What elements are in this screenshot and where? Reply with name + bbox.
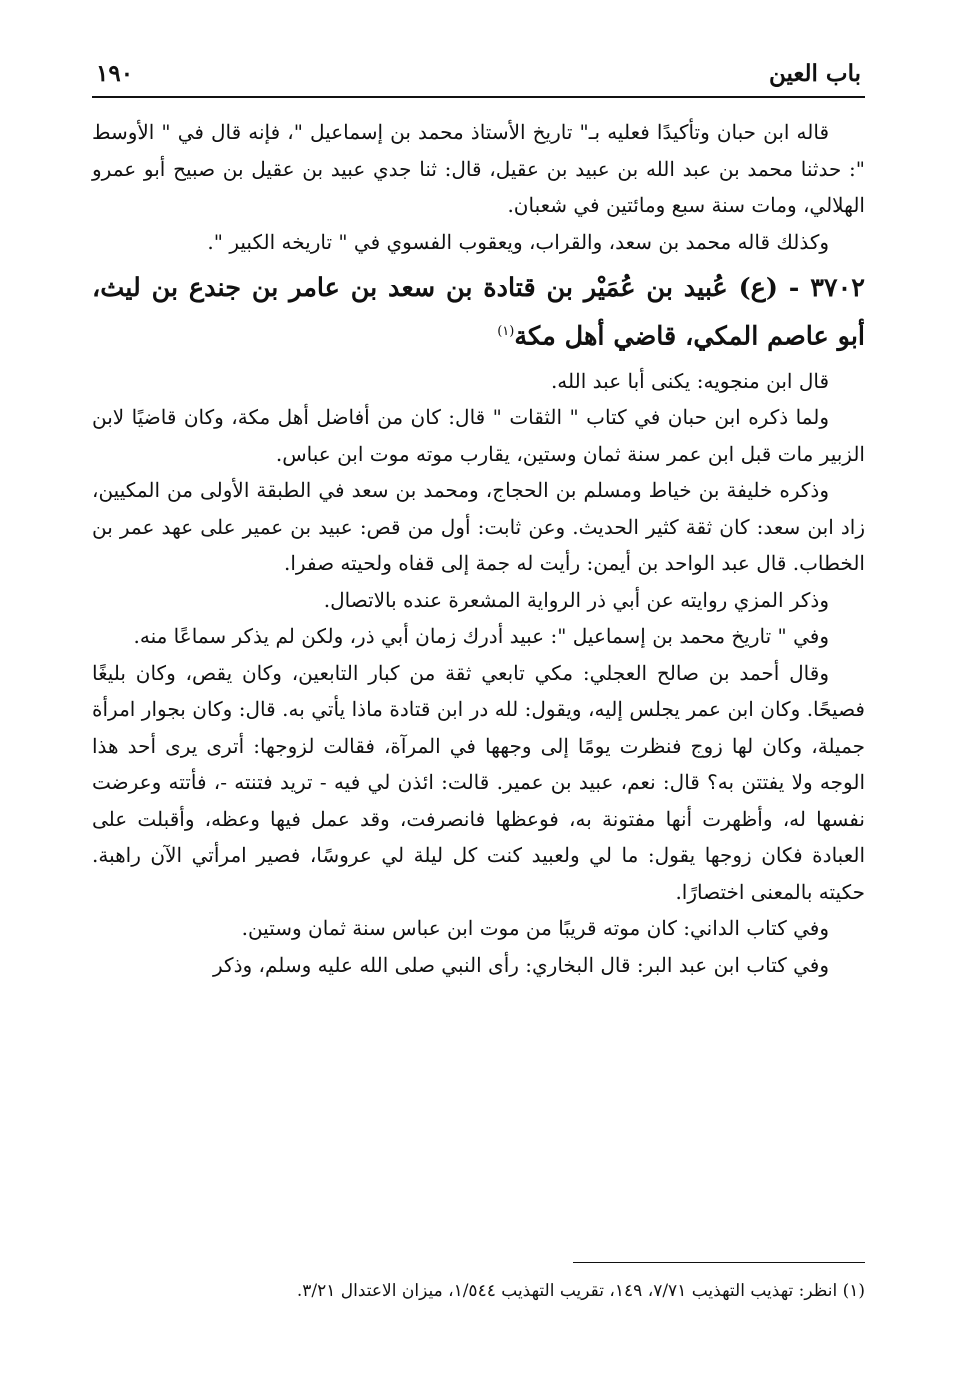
running-header <box>92 58 865 98</box>
paragraph: ولما ذكره ابن حبان في كتاب " الثقات " قال: كان من أفاضل أهل مكة، وكان قاضيًا لابن الزبير مات قبل ابن عمر سنة ثمان وستين، يقارب موته موت ابن عباس. <box>92 405 865 466</box>
chapter-title: باب العين <box>768 60 861 87</box>
paragraph: قاله ابن حبان وتأكيدًا فعليه بـ" تاريخ الأستاذ محمد بن إسماعيل "، فإنه قال في " الأوسط ": حدثنا محمد بن عبد الله بن عبيد بن عقيل، قال: ثنا جدي عبيد بن عقيل بن صبيح أبو عمرو الهلالي، ومات سنة سبع ومائتين في شعبان. <box>92 120 865 217</box>
paragraph: وفي كتاب ابن عبد البر: قال البخاري: رأى النبي صلى الله عليه وسلم، وذكر <box>213 952 829 977</box>
paragraph: وكذلك قاله محمد بن سعد، والقراب، ويعقوب الفسوي في " تاريخه الكبير ". <box>207 229 829 254</box>
main-text <box>92 114 865 983</box>
paragraph: وقال أحمد بن صالح العجلي: مكي تابعي ثقة من كبار التابعين، وكان يقص، وكان بليغًا فصيحًا. وكان ابن عمر يجلس إليه، ويقول: لله در ابن قتادة ماذا يأتي به. قال: وكان بجوار امرأة جميلة، وكان لها زوج فنظرت يومًا إلى وجهها في المرآة، فقالت لزوجها: أترى يرى أحد هذا الوجه ولا يفتتن به؟ قال: نعم، عبيد بن عمير. قالت: ائذن لي فيه - تريد فتنته -، فأتته وعرضت نفسها له، وأظهرت أنها مفتونة به، فوعظها فانصرفت، وقد عمل فيها وعظه، وأقبلت على العبادة فكان زوجها يقول: ما لي ولعبيد كنت كل ليلة لي عروسًا، فصير امرأتي الآن راهبة. حكيته بالمعنى اختصارًا. <box>92 660 865 904</box>
paragraph: وفي " تاريخ محمد بن إسماعيل ": عبيد أدرك زمان أبي ذر، ولكن لم يذكر سماعًا منه. <box>133 624 829 648</box>
footnote-divider <box>573 1262 865 1263</box>
page-number: ١٩٠ <box>96 60 134 87</box>
paragraph: وذكر المزي روايته عن أبي ذر الرواية المشعرة عنده بالاتصال. <box>323 587 829 612</box>
entry-heading <box>92 266 865 359</box>
footnote: (١) انظر: تهذيب التهذيب ٧/٧١، ١٤٩، تقريب التهذيب ١/٥٤٤، ميزان الاعتدال ٣/٢١. <box>296 1281 865 1301</box>
paragraph: وفي كتاب الداني: كان موته قريبًا من موت ابن عباس سنة ثمان وستين. <box>241 916 829 940</box>
paragraph: قال ابن منجويه: يكنى أبا عبد الله. <box>550 368 829 393</box>
entry-heading-text: ٣٧٠٢ - (ع) عُبيد بن عُمَيْر بن قتادة بن سعد بن عامر بن جندع بن ليث، أبو عاصم المكي، قاضي أهل مكة <box>92 273 865 352</box>
paragraph: وذكره خليفة بن خياط ومسلم بن الحجاج، ومحمد بن سعد في الطبقة الأولى من المكيين، زاد ابن سعد: كان ثقة كثير الحديث. وعن ثابت: أول من قص: عبيد بن عمير على عهد عمر بن الخطاب. قال عبد الواحد بن أيمن: رأيت له جمة إلى قفاه ولحيته صفرا. <box>92 478 865 575</box>
footnote-marker: (١) <box>497 324 515 339</box>
